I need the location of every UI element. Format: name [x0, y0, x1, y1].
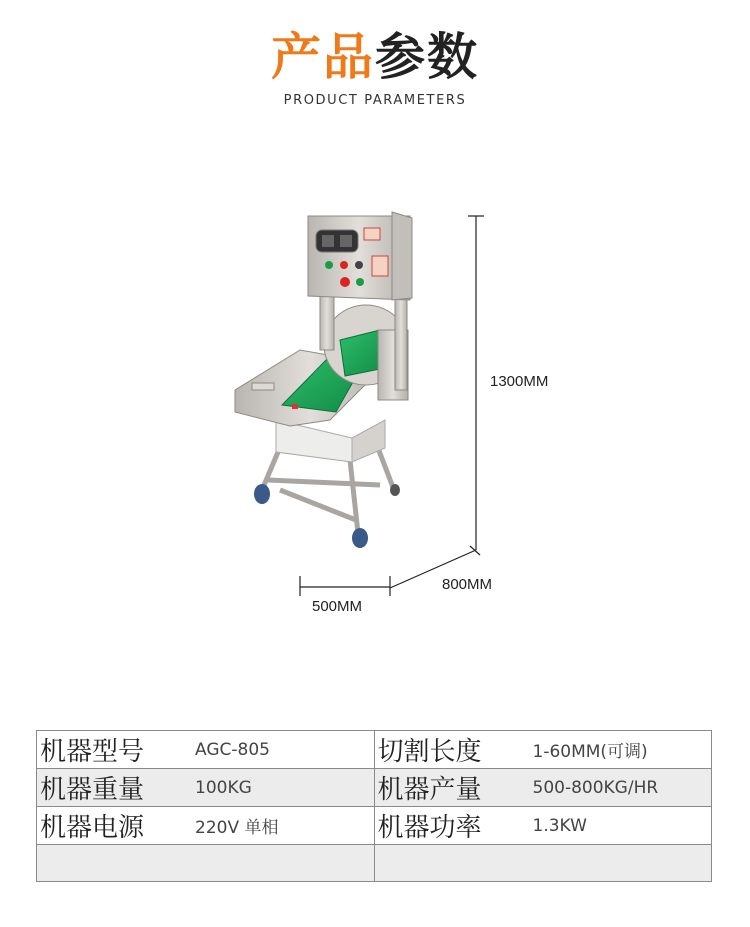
spec-value: 1.3KW: [532, 815, 587, 836]
machine-illustration: [0, 190, 750, 630]
spec-label: 机器型号: [40, 737, 145, 767]
spec-label: 机器重量: [40, 775, 145, 805]
spec-row: [37, 769, 712, 807]
width-dimension-label: 500MM: [312, 598, 363, 615]
spec-row: [37, 845, 712, 882]
product-figure: [0, 190, 750, 630]
spec-row: [37, 807, 712, 845]
spec-label: 机器产量: [377, 775, 482, 805]
height-dimension-label: 1300MM: [490, 373, 549, 390]
spec-cell: [374, 769, 712, 807]
title-rest: 参数: [375, 28, 479, 86]
spec-cell: [37, 807, 375, 845]
spec-cell: [37, 845, 375, 882]
spec-value: AGC-805: [195, 739, 270, 760]
machine-legs: [262, 448, 394, 533]
depth-dimension-label: 800MM: [442, 576, 493, 593]
spec-cell: [374, 845, 712, 882]
title-highlight: 产品: [271, 28, 375, 86]
spec-value: 100KG: [195, 777, 252, 798]
spec-cell: [374, 731, 712, 769]
spec-cell: [374, 807, 712, 845]
spec-table: [36, 730, 712, 882]
spec-cell: [37, 731, 375, 769]
machine-wheels: [254, 484, 400, 548]
spec-cell: [37, 769, 375, 807]
spec-row: [37, 731, 712, 769]
spec-value: 220V 单相: [195, 818, 279, 838]
spec-label: 切割长度: [377, 737, 482, 767]
machine-base: [276, 420, 352, 462]
spec-label: 机器电源: [40, 813, 145, 843]
spec-value: 500-800KG/HR: [532, 777, 659, 798]
page-subtitle: PRODUCT PARAMETERS: [283, 93, 467, 108]
page-title: [0, 22, 750, 92]
spec-label: 机器功率: [377, 813, 482, 843]
spec-value: 1-60MM(可调): [532, 742, 648, 762]
